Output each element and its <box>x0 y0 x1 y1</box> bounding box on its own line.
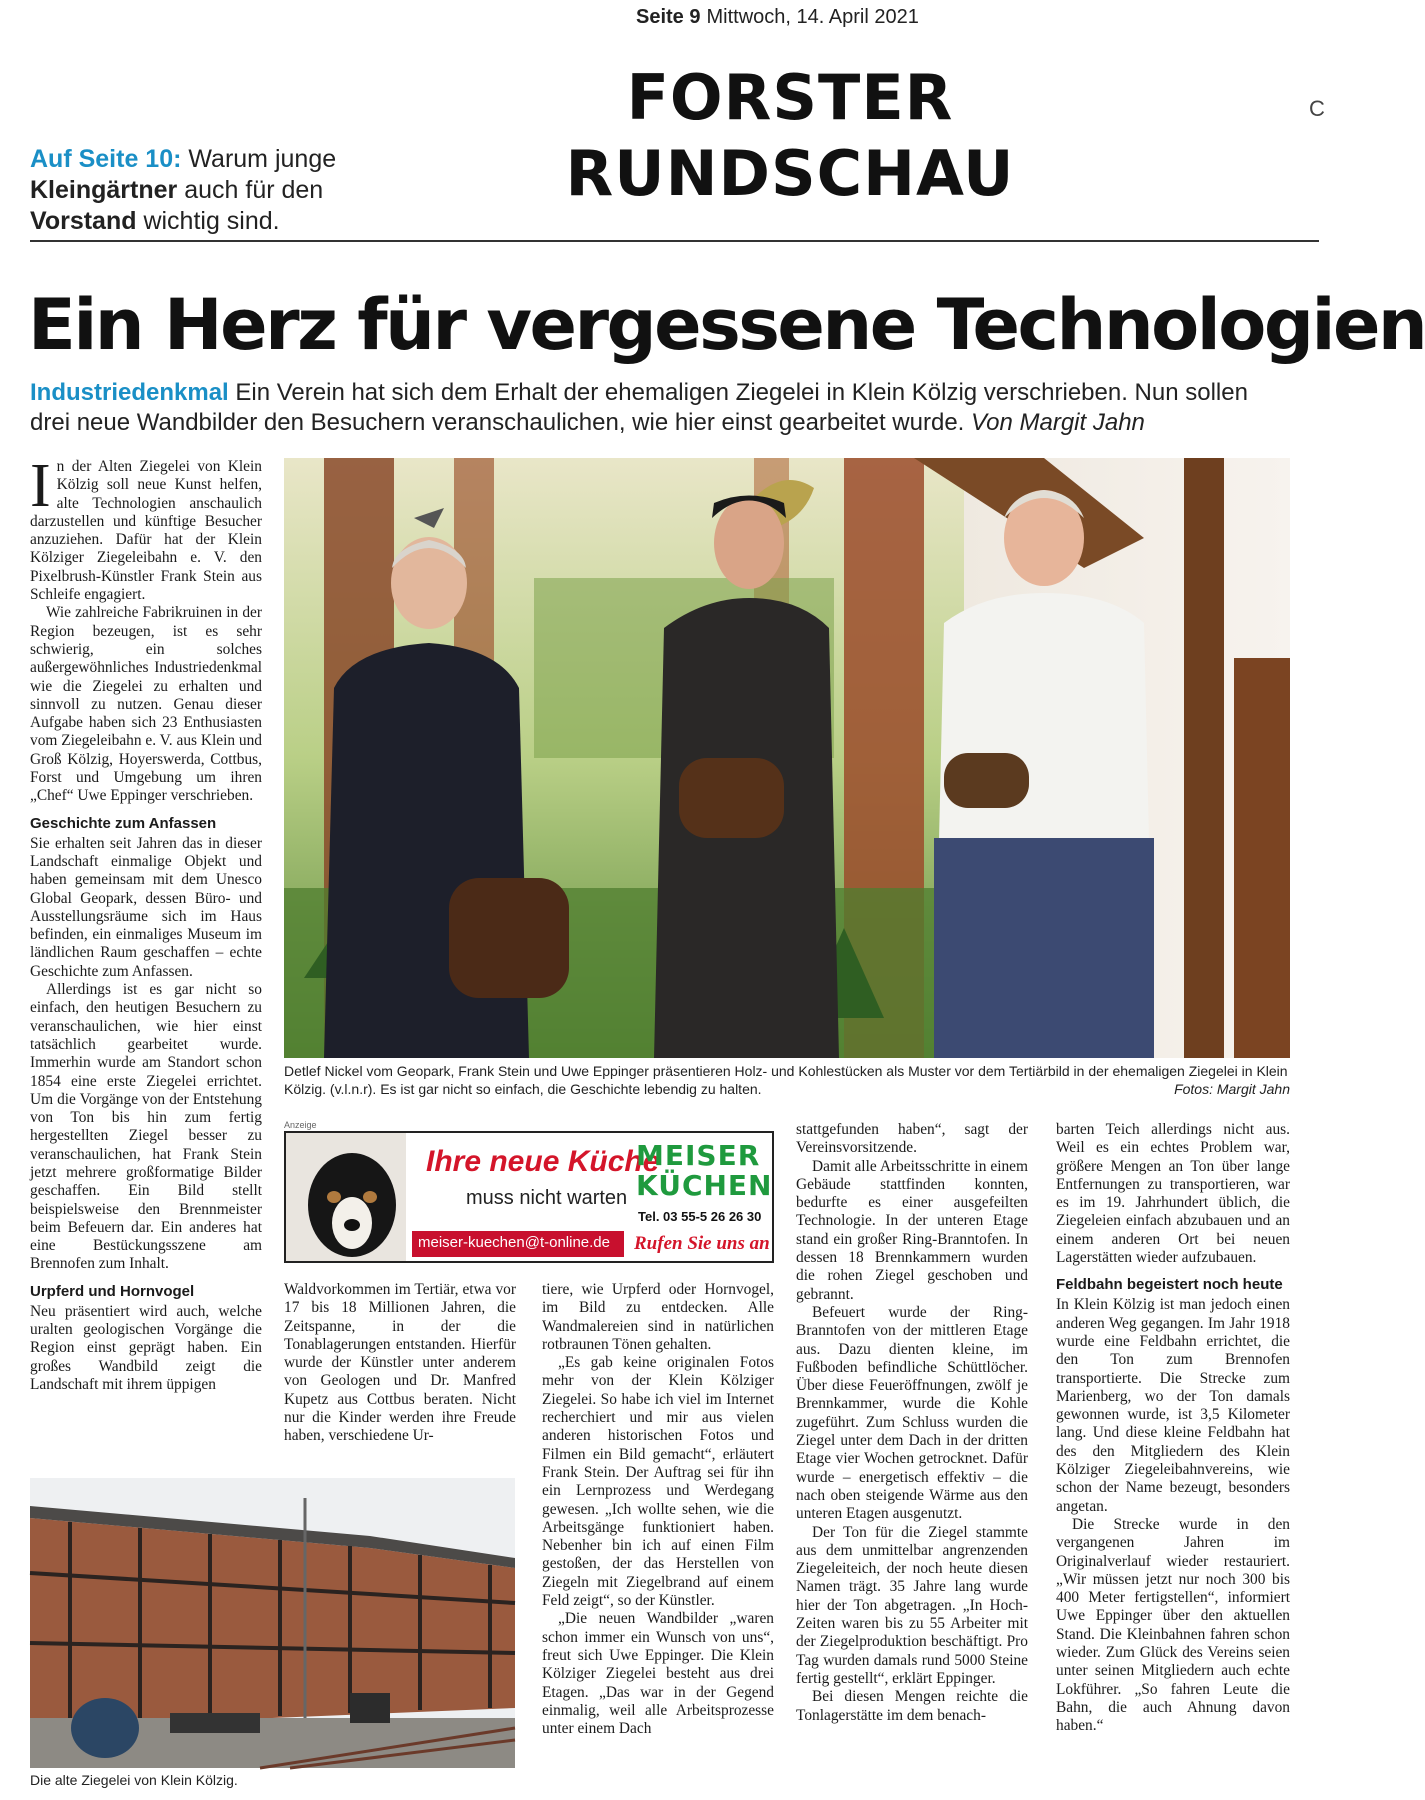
paragraph: „Es gab keine originalen Fotos mehr von der Klein Kölziger Ziegelei. So habe ich viel im Internet recherchiert und mir aus vielen anderen historischen Fotos und Filmen ein Bild gemacht“, erläutert Frank Stein. Der Auftrag sei für ihn ein Lernprozess und Werdegang gewesen. „Ich wollte sehen, wie die Arbeitsgänge funktioniert haben. Nebenher bin ich auf einen Film gestoßen, der das Herstellen von Ziegeln mit Ziegelbrand auf einem Feld zeigt“, so der Künstler. <box>542 1354 774 1610</box>
masthead <box>540 60 1040 212</box>
ad-slogan-1: Ihre neue Küche <box>426 1145 660 1178</box>
kicker: Industriedenkmal <box>30 379 229 406</box>
masthead-line-1: FORSTER <box>626 61 954 134</box>
issue-date: Mittwoch, 14. April 2021 <box>706 6 919 28</box>
caption-text: Detlef Nickel vom Geopark, Frank Stein und Uwe Eppinger präsentieren Holz- und Kohlestücken als Muster vor dem Tertiärbild in der ehemaligen Ziegelei in Klein Kölzig. (v.l.n.r). Es ist gar nicht so einfach, die Geschichte lebendig zu halten. <box>284 1063 1288 1097</box>
paragraph: Die Strecke wurde in den vergangenen Jahren im Originalverlauf wieder restauriert. „Wir müssen jetzt nur noch 300 bis 400 Meter fertigstellen“, informiert Uwe Eppinger über den aktuellen Stand. Die Kleinbahnen fahren schon wieder. Zum Glück des Vereins seien unter seinen Mitgliedern auch echte Lokführer. „So fahren Leute die Bahn, die auch Ahnung davon haben.“ <box>1056 1515 1290 1735</box>
paragraph: In Klein Kölzig ist man jedoch einen anderen Weg gegangen. Im Jahr 1918 wurde eine Feldbahn errichtet, die den Ton zum Brennofen transportierte. Die Strecke zum Marienberg, wo der Ton damals gewonnen wurde, ist 3,5 Kilometer lang. Und diese kleine Feldbahn hat des den Mitgliedern des Klein Kölziger Ziegeleibahnvereins, wie schon der Name bezeugt, besonders angetan. <box>1056 1296 1290 1515</box>
teaser-bold: Vorstand <box>30 207 137 235</box>
subheading: Geschichte zum Anfassen <box>30 814 217 832</box>
ad-email[interactable]: meiser-kuechen@t-online.de <box>418 1234 610 1251</box>
paragraph: Damit alle Arbeitsschritte in einem Gebäude stattfinden konnten, bedurfte es einer ausgefeilten Technologie. In der unteren Etage stand ein großer Ring-Branntofen. In dessen 18 Brennkammern wurden die rohen Ziegel geschoben und gebrannt. <box>796 1157 1028 1303</box>
paragraph: Waldvorkommen im Tertiär, etwa vor 17 bis 18 Millionen Jahren, die Zeitspanne, in der die Tonablagerungen entstanden. Hierfür wurde der Künstler unter anderem von Geologen und Dr. Manfred Kupetz aus Cottbus beraten. Nicht nur die Kinder werden ihre Freude haben, verschiedene Ur- <box>284 1281 516 1445</box>
teaser-text: auch für den <box>177 176 324 204</box>
paragraph: Sie erhalten seit Jahren das in dieser Landschaft einmalige Objekt und haben gemeinsam mit dem Unesco Global Geopark, dessen Büro- und Ausstellungsräume sich im Haus befinden, ein einmaliges Museum im ländlichen Raum geschaffen – echte Geschichte zum Anfassen. <box>30 834 262 980</box>
article-column-5 <box>1056 1121 1290 1736</box>
byline: Von Margit Jahn <box>971 409 1145 436</box>
ad-brand-2: KÜCHEN <box>636 1169 773 1202</box>
article-column-4 <box>796 1121 1028 1725</box>
paragraph: barten Teich allerdings nicht aus. Weil es ein echtes Problem war, größere Mengen an Ton über lange Entfernungen zu transportieren, war es im 19. Jahrhundert üblich, die Ziegeleien einfach abzubauen und an einem anderen Ort bei neuen Lagerstätten wieder aufzubauen. <box>1056 1121 1290 1267</box>
page-header <box>636 6 919 29</box>
teaser-reference: Auf Seite 10: <box>30 145 182 173</box>
main-photo <box>284 458 1290 1058</box>
page-number: Seite 9 <box>636 6 701 28</box>
advertisement[interactable] <box>284 1131 774 1263</box>
paragraph: Wie zahlreiche Fabrikruinen in der Region bezeugen, ist es sehr schwierig, ein solches außergewöhnliches Industriedenkmal wie die Ziegelei zu erhalten und sinnvoll zu nutzen. Genau dieser Aufgabe haben sich 23 Enthusiasten vom Ziegeleibahn e. V. aus Klein und Groß Kölzig, Hoyerswerda, Cottbus, Forst und Umgebung um ihren „Chef“ Uwe Eppinger verschrieben. <box>30 604 262 805</box>
paragraph: Der Ton für die Ziegel stammte aus dem unmittelbar angrenzenden Ziegeleiteich, der noch heute diesen Namen trägt. 35 Jahre lang wurde hier der Ton abgetragen. „In Hoch-Zeiten waren bis zu 55 Arbeiter mit der Ziegelproduktion beschäftigt. Pro Tag wurden damals rund 5000 Steine fertig gestellt“, erklärt Eppinger. <box>796 1523 1028 1687</box>
photo-credit: Fotos: Margit Jahn <box>1174 1081 1290 1097</box>
paragraph: Neu präsentiert wird auch, welche uralten geologischen Vorgänge die Region einst geprägt haben. Ein großes Wandbild zeigt die Landschaft mit ihrem üppigen <box>30 1302 262 1393</box>
edge-glyph: C <box>1309 96 1325 121</box>
standfirst <box>30 378 1260 438</box>
subheading: Urpferd und Hornvogel <box>30 1282 195 1300</box>
ad-brand-1: MEISER <box>636 1139 761 1172</box>
masthead-line-2: RUNDSCHAU <box>565 137 1015 210</box>
drop-cap: I <box>30 452 51 520</box>
ad-slogan-2: muss nicht warten <box>466 1187 628 1209</box>
article-column-3 <box>542 1281 774 1738</box>
paragraph: Allerdings ist es gar nicht so einfach, den heutigen Besuchern zu veranschaulichen, wie hier einst tatsächlich gearbeitet wurde. Immerhin wurde am Standort schon 1854 eine erste Ziegelei errichtet. Um die Vorgänge von der Entstehung von Ton bis hin zum fertig hergestellten Ziegel besser zu veranschaulichen, hat Frank Stein jetzt mehrere großformatige Bilder geschaffen. Ein Bild stellt beispielsweise den Brennmeister beim Befeuern dar. Ein anderes hat eine Bestückungsszene am Brennofen zum Inhalt. <box>30 981 262 1273</box>
brickworks-illustration <box>30 1478 515 1768</box>
photo-caption <box>284 1062 1290 1098</box>
paragraph <box>30 452 262 604</box>
article-column-2 <box>284 1281 516 1446</box>
header-rule <box>30 240 1319 242</box>
photo2-caption: Die alte Ziegelei von Klein Kölzig. <box>30 1772 238 1788</box>
paragraph: Befeuert wurde der Ring-Branntofen von der mittleren Etage aus. Dazu dienten kleine, im Fußboden befindliche Schüttlöcher. Über diese Feueröffnungen, zwölf je Brennkammer, wurde die Kohle zugeführt. Zum Schluss wurden die Ziegel unter dem Dach in der dritten Etage vier Wochen getrocknet. Dafür wurde – energetisch effektiv – die nach oben steigende Wärme aus den unteren Etagen ausgenutzt. <box>796 1303 1028 1523</box>
ad-cta: Rufen Sie uns an <box>634 1233 770 1254</box>
paragraph-text: n der Alten Ziegelei von Klein Kölzig soll neue Kunst helfen, alte Technologien anschaulich darzustellen und künftige Besucher anzuziehen. Dafür hat der Klein Kölziger Ziegeleibahn e. V. den Pixelbrush-Künstler Frank Stein aus Schleife engagiert. <box>30 458 262 604</box>
teaser-text: Warum junge <box>181 145 337 173</box>
dek-text: Ein Verein hat sich dem Erhalt der ehemaligen Ziegelei in Klein Kölzig verschrieben. Nun sollen drei neue Wandbilder den Besuchern veranschaulichen, wie hier einst gearbeitet wurde. <box>30 379 1248 436</box>
brickworks-photo <box>30 1478 515 1768</box>
subheading: Feldbahn begeistert noch heute <box>1056 1276 1283 1294</box>
photo-illustration <box>284 458 1290 1058</box>
ad-phone: Tel. 03 55-5 26 26 30 <box>638 1209 762 1224</box>
paragraph: stattgefunden haben“, sagt der Vereinsvorsitzende. <box>796 1121 1028 1157</box>
article-column-1 <box>30 452 262 1394</box>
paragraph: Bei diesen Mengen reichte die Tonlagerstätte im dem benach- <box>796 1688 1028 1724</box>
page-teaser[interactable] <box>30 144 410 237</box>
paragraph: „Die neuen Wandbilder „waren schon immer ein Wunsch von uns“, freut sich Uwe Eppinger. Die Klein Kölziger Ziegelei besteht aus drei Etagen. „Das war in der Gegend einmalig, weil alle Arbeitsprozesse unter einem Dach <box>542 1610 774 1738</box>
teaser-bold: Kleingärtner <box>30 176 178 204</box>
headline: Ein Herz für vergessene Technologien <box>28 284 1425 366</box>
teaser-text: wichtig sind. <box>136 207 280 235</box>
paragraph: tiere, wie Urpferd oder Hornvogel, im Bild zu entdecken. Alle Wandmalereien sind in natürlichen rotbraunen Tönen gehalten. <box>542 1281 774 1353</box>
ad-label: Anzeige <box>284 1120 317 1130</box>
